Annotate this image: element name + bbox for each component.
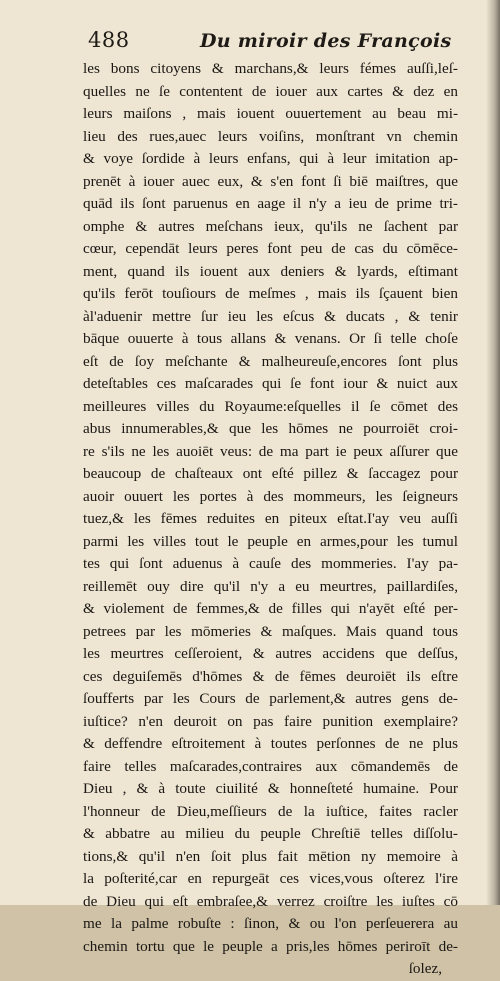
text-line: ſoufferts par les Cours de parlement,& autres gens de- xyxy=(83,690,458,707)
text-line: les bons citoyens & marchans,& leurs fémes auſſi,leſ- xyxy=(83,60,458,77)
text-line: de Dieu qui eſt embraſee,& verrez croiſtre les iuſtes cō xyxy=(83,892,458,910)
text-line: & abbatre au milieu du peuple Chreſtiē telles diſſolu- xyxy=(83,825,458,842)
text-line: eſt de ſoy meſchante & malheureuſe,encores ſont plus xyxy=(83,352,458,370)
text-line: les meurtres ceſſeroient, & autres accidens que deſſus, xyxy=(83,645,458,662)
text-line: petrees par les mōmeries & maſques. Mais quand tous xyxy=(83,622,458,640)
text-line: cœur, cependāt leurs peres font peu de cas du cōmēce- xyxy=(83,240,458,257)
text-line: & deffendre eſtroitement à toutes perſonnes de ne plus xyxy=(83,735,458,752)
text-line: quād ils ſont paruenus en aage il n'y a ieu de prime tri- xyxy=(83,195,458,212)
text-line: la poſterité,car en repurgeāt ces vices,vous oſterez l'ire xyxy=(83,870,458,887)
text-line: parmi les villes tout le peuple en armes,pour les tumul xyxy=(83,532,458,550)
text-line: & violement de femmes,& de filles qui n'ayēt eſté per- xyxy=(83,600,458,617)
text-line: chemin tortu que le peuple a pris,les hōmes periroīt de- xyxy=(83,937,458,955)
text-line: ſolez, xyxy=(408,960,442,977)
text-line: tuez,& les fēmes reduites en piteux eſtat.I'ay veu auſſi xyxy=(83,510,458,527)
text-line: omphe & autres meſchans ieux, qu'ils ne ſachent par xyxy=(83,217,458,235)
body-text xyxy=(83,58,458,981)
text-line: prenēt à iouer auec eux, & s'en font ſi biē maiſtres, que xyxy=(83,172,458,190)
text-line: leurs maiſons , mais iouent ouuertement au beau mi- xyxy=(83,105,458,122)
text-line: & voye ſordide à leurs enfans, qui à leur imitation ap- xyxy=(83,150,458,167)
text-line: ment, quand ils iouent aux deniers & lyards, eſtimant xyxy=(83,262,458,280)
text-line: qu'ils ferōt touſiours de meſmes , mais ils ſçauent bien xyxy=(83,285,458,302)
text-line: deteſtables ces maſcarades qui ſe font iour & nuict aux xyxy=(83,375,458,392)
text-line: Dieu , & à toute ciuilité & honneſteté humaine. Pour xyxy=(83,780,458,797)
text-line: meilleures villes du Royaume:eſquelles il ſe cōmet des xyxy=(83,397,458,415)
text-line: me la palme robuſte : ſinon, & ou l'on perſeuerera au xyxy=(83,915,458,932)
running-title: Du miroir des François xyxy=(200,30,452,52)
text-line: reillemēt ouy dire qu'il n'y a eu meurtres, paillardiſes, xyxy=(83,577,458,595)
text-line: lieu des rues,auec leurs voiſins, monſtrant vn chemin xyxy=(83,127,458,145)
text-line: abus innumerables,& que les hōmes ne pourroiēt croi- xyxy=(83,420,458,437)
text-line: l'honneur de Dieu,meſſieurs de la iuſtice, faites racler xyxy=(83,802,458,820)
text-line: tes qui ſont aduenus à cauſe des mommeries. I'ay pa- xyxy=(83,555,458,572)
text-line: auoir ouuert les portes à des mommeurs, les ſeigneurs xyxy=(83,487,458,505)
text-line: beaucoup de chaſteaux ont eſté pillez & ſaccagez pour xyxy=(83,465,458,482)
text-line: re s'ils ne les auoiēt veus: de ma part ie peux aſſurer que xyxy=(83,442,458,460)
text-line: iuſtice? n'en deuroit on pas faire punition exemplaire? xyxy=(83,712,458,730)
text-line: tions,& qu'il n'en ſoit plus fait mētion ny memoire à xyxy=(83,847,458,865)
text-line: àl'aduenir mettre ſur ieu les eſcus & ducats , & tenir xyxy=(83,307,458,325)
page-header xyxy=(88,28,468,54)
page-edge-shadow xyxy=(486,0,500,905)
text-line: bāque ouuerte à tous allans & venans. Or ſi telle choſe xyxy=(83,330,458,347)
text-line: faire telles maſcarades,contraires aux cōmandemēs de xyxy=(83,757,458,775)
text-line: ces deguiſemēs d'hōmes & de fēmes deuroiēt ils eſtre xyxy=(83,667,458,685)
text-line: quelles ne ſe contentent de iouer aux cartes & dez en xyxy=(83,82,458,100)
page-number: 488 xyxy=(88,28,130,52)
